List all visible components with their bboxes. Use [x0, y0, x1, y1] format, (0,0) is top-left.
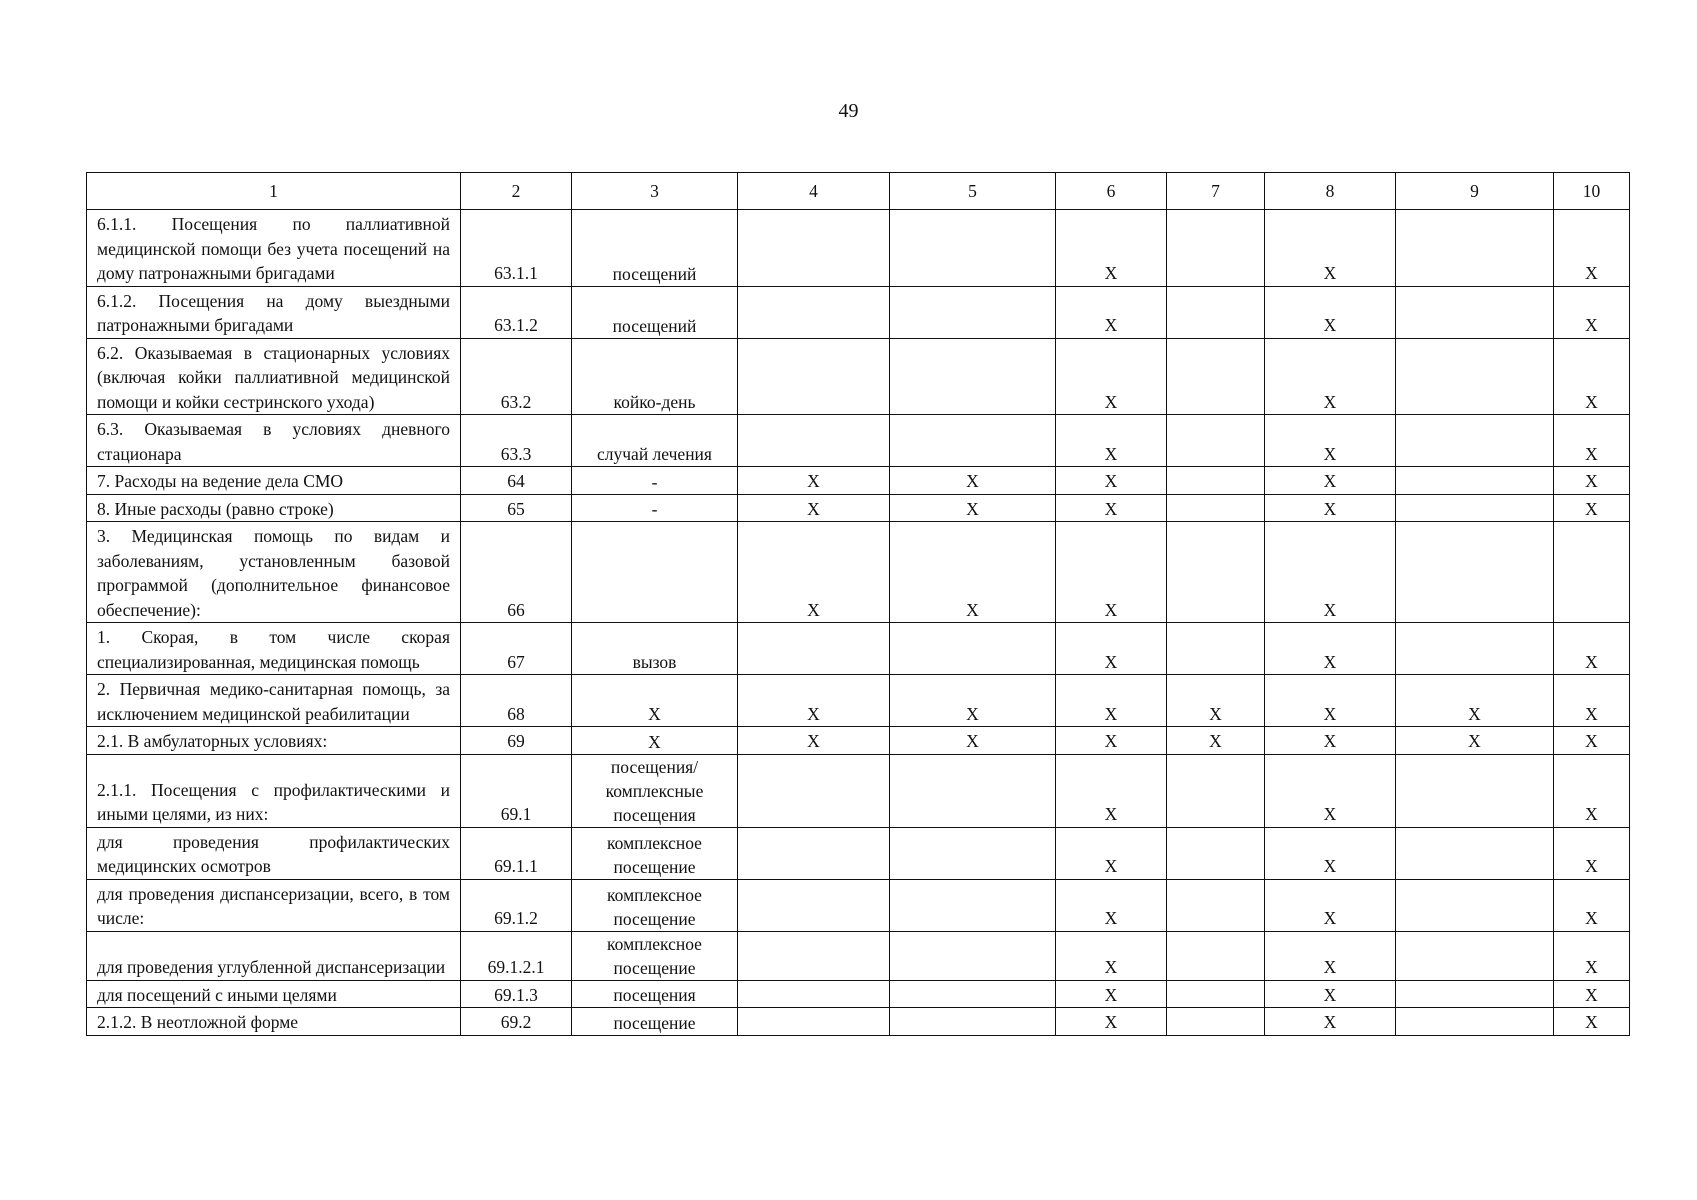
value-cell: X [1554, 494, 1630, 522]
value-cell: X [1265, 522, 1396, 623]
value-cell [1396, 827, 1554, 879]
value-cell: X [890, 727, 1056, 755]
value-cell: X [1056, 286, 1167, 338]
value-cell: X [1265, 980, 1396, 1008]
column-header-5: 5 [890, 173, 1056, 210]
table-row [87, 338, 1630, 415]
value-cell [890, 879, 1056, 931]
value-cell: X [1056, 754, 1167, 827]
row-code-cell: 69.1 [461, 754, 572, 827]
unit-cell: - [572, 467, 738, 495]
row-label-cell: 6.1.1. Посещения по паллиативной медицинской помощи без учета посещений на дому патронажными бригадами [87, 210, 461, 287]
column-header-8: 8 [1265, 173, 1396, 210]
value-cell: X [1056, 494, 1167, 522]
value-cell [890, 1008, 1056, 1036]
value-cell [1167, 623, 1265, 675]
value-cell [1167, 522, 1265, 623]
value-cell [738, 415, 890, 467]
value-cell [738, 1008, 890, 1036]
table-row [87, 467, 1630, 495]
value-cell [1396, 210, 1554, 287]
value-cell: X [738, 467, 890, 495]
column-header-10: 10 [1554, 173, 1630, 210]
unit-cell: X [572, 675, 738, 727]
value-cell [890, 415, 1056, 467]
row-code-cell: 67 [461, 623, 572, 675]
value-cell [1167, 210, 1265, 287]
table-row [87, 754, 1630, 827]
data-table [86, 172, 1630, 1036]
table-row [87, 727, 1630, 755]
value-cell [890, 338, 1056, 415]
value-cell [1554, 522, 1630, 623]
row-label-cell: 8. Иные расходы (равно строке) [87, 494, 461, 522]
value-cell: X [1554, 338, 1630, 415]
row-code-cell: 66 [461, 522, 572, 623]
value-cell [738, 827, 890, 879]
table-row [87, 827, 1630, 879]
table-row [87, 623, 1630, 675]
value-cell: X [1554, 980, 1630, 1008]
table-body [87, 210, 1630, 1036]
unit-cell: посещений [572, 210, 738, 287]
value-cell: X [1056, 415, 1167, 467]
value-cell: X [1554, 210, 1630, 287]
unit-cell [572, 522, 738, 623]
value-cell [738, 879, 890, 931]
unit-cell: вызов [572, 623, 738, 675]
value-cell [1167, 286, 1265, 338]
row-code-cell: 69 [461, 727, 572, 755]
value-cell [738, 931, 890, 980]
row-label-cell: 6.1.2. Посещения на дому выездными патронажными бригадами [87, 286, 461, 338]
unit-cell: случай лечения [572, 415, 738, 467]
unit-cell: комплексное посещение [572, 827, 738, 879]
value-cell: X [1554, 754, 1630, 827]
value-cell: X [1554, 286, 1630, 338]
value-cell [890, 931, 1056, 980]
value-cell [1167, 980, 1265, 1008]
row-code-cell: 68 [461, 675, 572, 727]
value-cell: X [890, 467, 1056, 495]
row-label-cell: для проведения профилактических медицинских осмотров [87, 827, 461, 879]
value-cell: X [1554, 1008, 1630, 1036]
column-header-6: 6 [1056, 173, 1167, 210]
value-cell: X [1056, 1008, 1167, 1036]
value-cell: X [1265, 754, 1396, 827]
value-cell [738, 286, 890, 338]
table-row [87, 286, 1630, 338]
value-cell [1396, 286, 1554, 338]
value-cell: X [890, 494, 1056, 522]
unit-cell: комплексное посещение [572, 879, 738, 931]
value-cell [890, 210, 1056, 287]
value-cell [738, 623, 890, 675]
column-header-4: 4 [738, 173, 890, 210]
table-row [87, 210, 1630, 287]
value-cell [1396, 879, 1554, 931]
unit-cell: посещений [572, 286, 738, 338]
row-label-cell: для проведения углубленной диспансеризации [87, 931, 461, 980]
table-row [87, 1008, 1630, 1036]
value-cell: X [1265, 494, 1396, 522]
value-cell [1396, 522, 1554, 623]
table-row [87, 879, 1630, 931]
value-cell: X [1056, 522, 1167, 623]
row-label-cell: 2. Первичная медико-санитарная помощь, за исключением медицинской реабилитации [87, 675, 461, 727]
value-cell: X [1265, 727, 1396, 755]
value-cell: X [1554, 827, 1630, 879]
unit-cell: посещения/комплексные посещения [572, 754, 738, 827]
row-label-cell: 7. Расходы на ведение дела СМО [87, 467, 461, 495]
value-cell: X [1554, 675, 1630, 727]
row-code-cell: 69.1.1 [461, 827, 572, 879]
value-cell [1396, 494, 1554, 522]
row-label-cell: 6.2. Оказываемая в стационарных условиях (включая койки паллиативной медицинской помощи и койки сестринского ухода) [87, 338, 461, 415]
row-code-cell: 64 [461, 467, 572, 495]
value-cell: X [738, 727, 890, 755]
unit-cell: посещение [572, 1008, 738, 1036]
value-cell [1396, 415, 1554, 467]
table-row [87, 980, 1630, 1008]
value-cell [1167, 338, 1265, 415]
value-cell [890, 827, 1056, 879]
value-cell: X [890, 522, 1056, 623]
unit-cell: посещения [572, 980, 738, 1008]
value-cell: X [1056, 980, 1167, 1008]
value-cell [738, 754, 890, 827]
value-cell: X [1265, 879, 1396, 931]
value-cell: X [738, 675, 890, 727]
header-row [87, 173, 1630, 210]
table-row [87, 415, 1630, 467]
value-cell: X [1265, 467, 1396, 495]
column-header-9: 9 [1396, 173, 1554, 210]
value-cell: X [1056, 623, 1167, 675]
value-cell [1167, 754, 1265, 827]
row-label-cell: 2.1.1. Посещения с профилактическими и иными целями, из них: [87, 754, 461, 827]
value-cell: X [1554, 415, 1630, 467]
value-cell [890, 754, 1056, 827]
value-cell: X [1167, 727, 1265, 755]
value-cell: X [1056, 727, 1167, 755]
value-cell [1396, 467, 1554, 495]
unit-cell: койко-день [572, 338, 738, 415]
value-cell: X [1056, 338, 1167, 415]
value-cell [1167, 494, 1265, 522]
value-cell [890, 623, 1056, 675]
value-cell: X [1265, 931, 1396, 980]
value-cell [1167, 1008, 1265, 1036]
value-cell: X [1265, 623, 1396, 675]
column-header-2: 2 [461, 173, 572, 210]
row-code-cell: 63.2 [461, 338, 572, 415]
column-header-3: 3 [572, 173, 738, 210]
value-cell: X [1265, 415, 1396, 467]
table-row [87, 494, 1630, 522]
value-cell [1167, 415, 1265, 467]
value-cell: X [1396, 675, 1554, 727]
unit-cell: X [572, 727, 738, 755]
value-cell [1396, 338, 1554, 415]
value-cell [1167, 931, 1265, 980]
value-cell: X [1056, 827, 1167, 879]
row-label-cell: 2.1. В амбулаторных условиях: [87, 727, 461, 755]
row-code-cell: 69.1.3 [461, 980, 572, 1008]
value-cell: X [1056, 210, 1167, 287]
value-cell: X [1396, 727, 1554, 755]
table-row [87, 522, 1630, 623]
value-cell: X [1265, 675, 1396, 727]
row-code-cell: 69.2 [461, 1008, 572, 1036]
value-cell [1167, 827, 1265, 879]
value-cell [738, 980, 890, 1008]
value-cell [1396, 754, 1554, 827]
row-code-cell: 63.1.2 [461, 286, 572, 338]
row-label-cell: 2.1.2. В неотложной форме [87, 1008, 461, 1036]
value-cell: X [1265, 286, 1396, 338]
value-cell: X [1554, 623, 1630, 675]
table-row [87, 931, 1630, 980]
row-label-cell: для проведения диспансеризации, всего, в том числе: [87, 879, 461, 931]
value-cell: X [1056, 467, 1167, 495]
value-cell: X [1265, 1008, 1396, 1036]
value-cell: X [1265, 827, 1396, 879]
value-cell [1167, 467, 1265, 495]
row-label-cell: 1. Скорая, в том числе скорая специализированная, медицинская помощь [87, 623, 461, 675]
column-header-7: 7 [1167, 173, 1265, 210]
value-cell: X [738, 522, 890, 623]
row-code-cell: 63.1.1 [461, 210, 572, 287]
row-code-cell: 63.3 [461, 415, 572, 467]
value-cell [890, 286, 1056, 338]
value-cell [1396, 1008, 1554, 1036]
row-label-cell: 3. Медицинская помощь по видам и заболеваниям, установленным базовой программой (дополнительное финансовое обеспечение): [87, 522, 461, 623]
value-cell [738, 210, 890, 287]
value-cell [1396, 623, 1554, 675]
value-cell: X [1167, 675, 1265, 727]
row-label-cell: 6.3. Оказываемая в условиях дневного стационара [87, 415, 461, 467]
row-label-cell: для посещений с иными целями [87, 980, 461, 1008]
value-cell: X [1056, 931, 1167, 980]
page-number: 49 [838, 100, 859, 122]
table-row [87, 675, 1630, 727]
row-code-cell: 69.1.2.1 [461, 931, 572, 980]
value-cell: X [1554, 727, 1630, 755]
unit-cell: - [572, 494, 738, 522]
value-cell: X [738, 494, 890, 522]
value-cell [738, 338, 890, 415]
table-header [87, 173, 1630, 210]
value-cell: X [1554, 879, 1630, 931]
value-cell: X [1265, 210, 1396, 287]
value-cell: X [1554, 467, 1630, 495]
value-cell [890, 980, 1056, 1008]
value-cell: X [890, 675, 1056, 727]
unit-cell: комплексное посещение [572, 931, 738, 980]
value-cell: X [1056, 675, 1167, 727]
value-cell: X [1265, 338, 1396, 415]
value-cell: X [1554, 931, 1630, 980]
value-cell [1167, 879, 1265, 931]
value-cell [1396, 980, 1554, 1008]
value-cell [1396, 931, 1554, 980]
value-cell: X [1056, 879, 1167, 931]
row-code-cell: 69.1.2 [461, 879, 572, 931]
row-code-cell: 65 [461, 494, 572, 522]
column-header-1: 1 [87, 173, 461, 210]
